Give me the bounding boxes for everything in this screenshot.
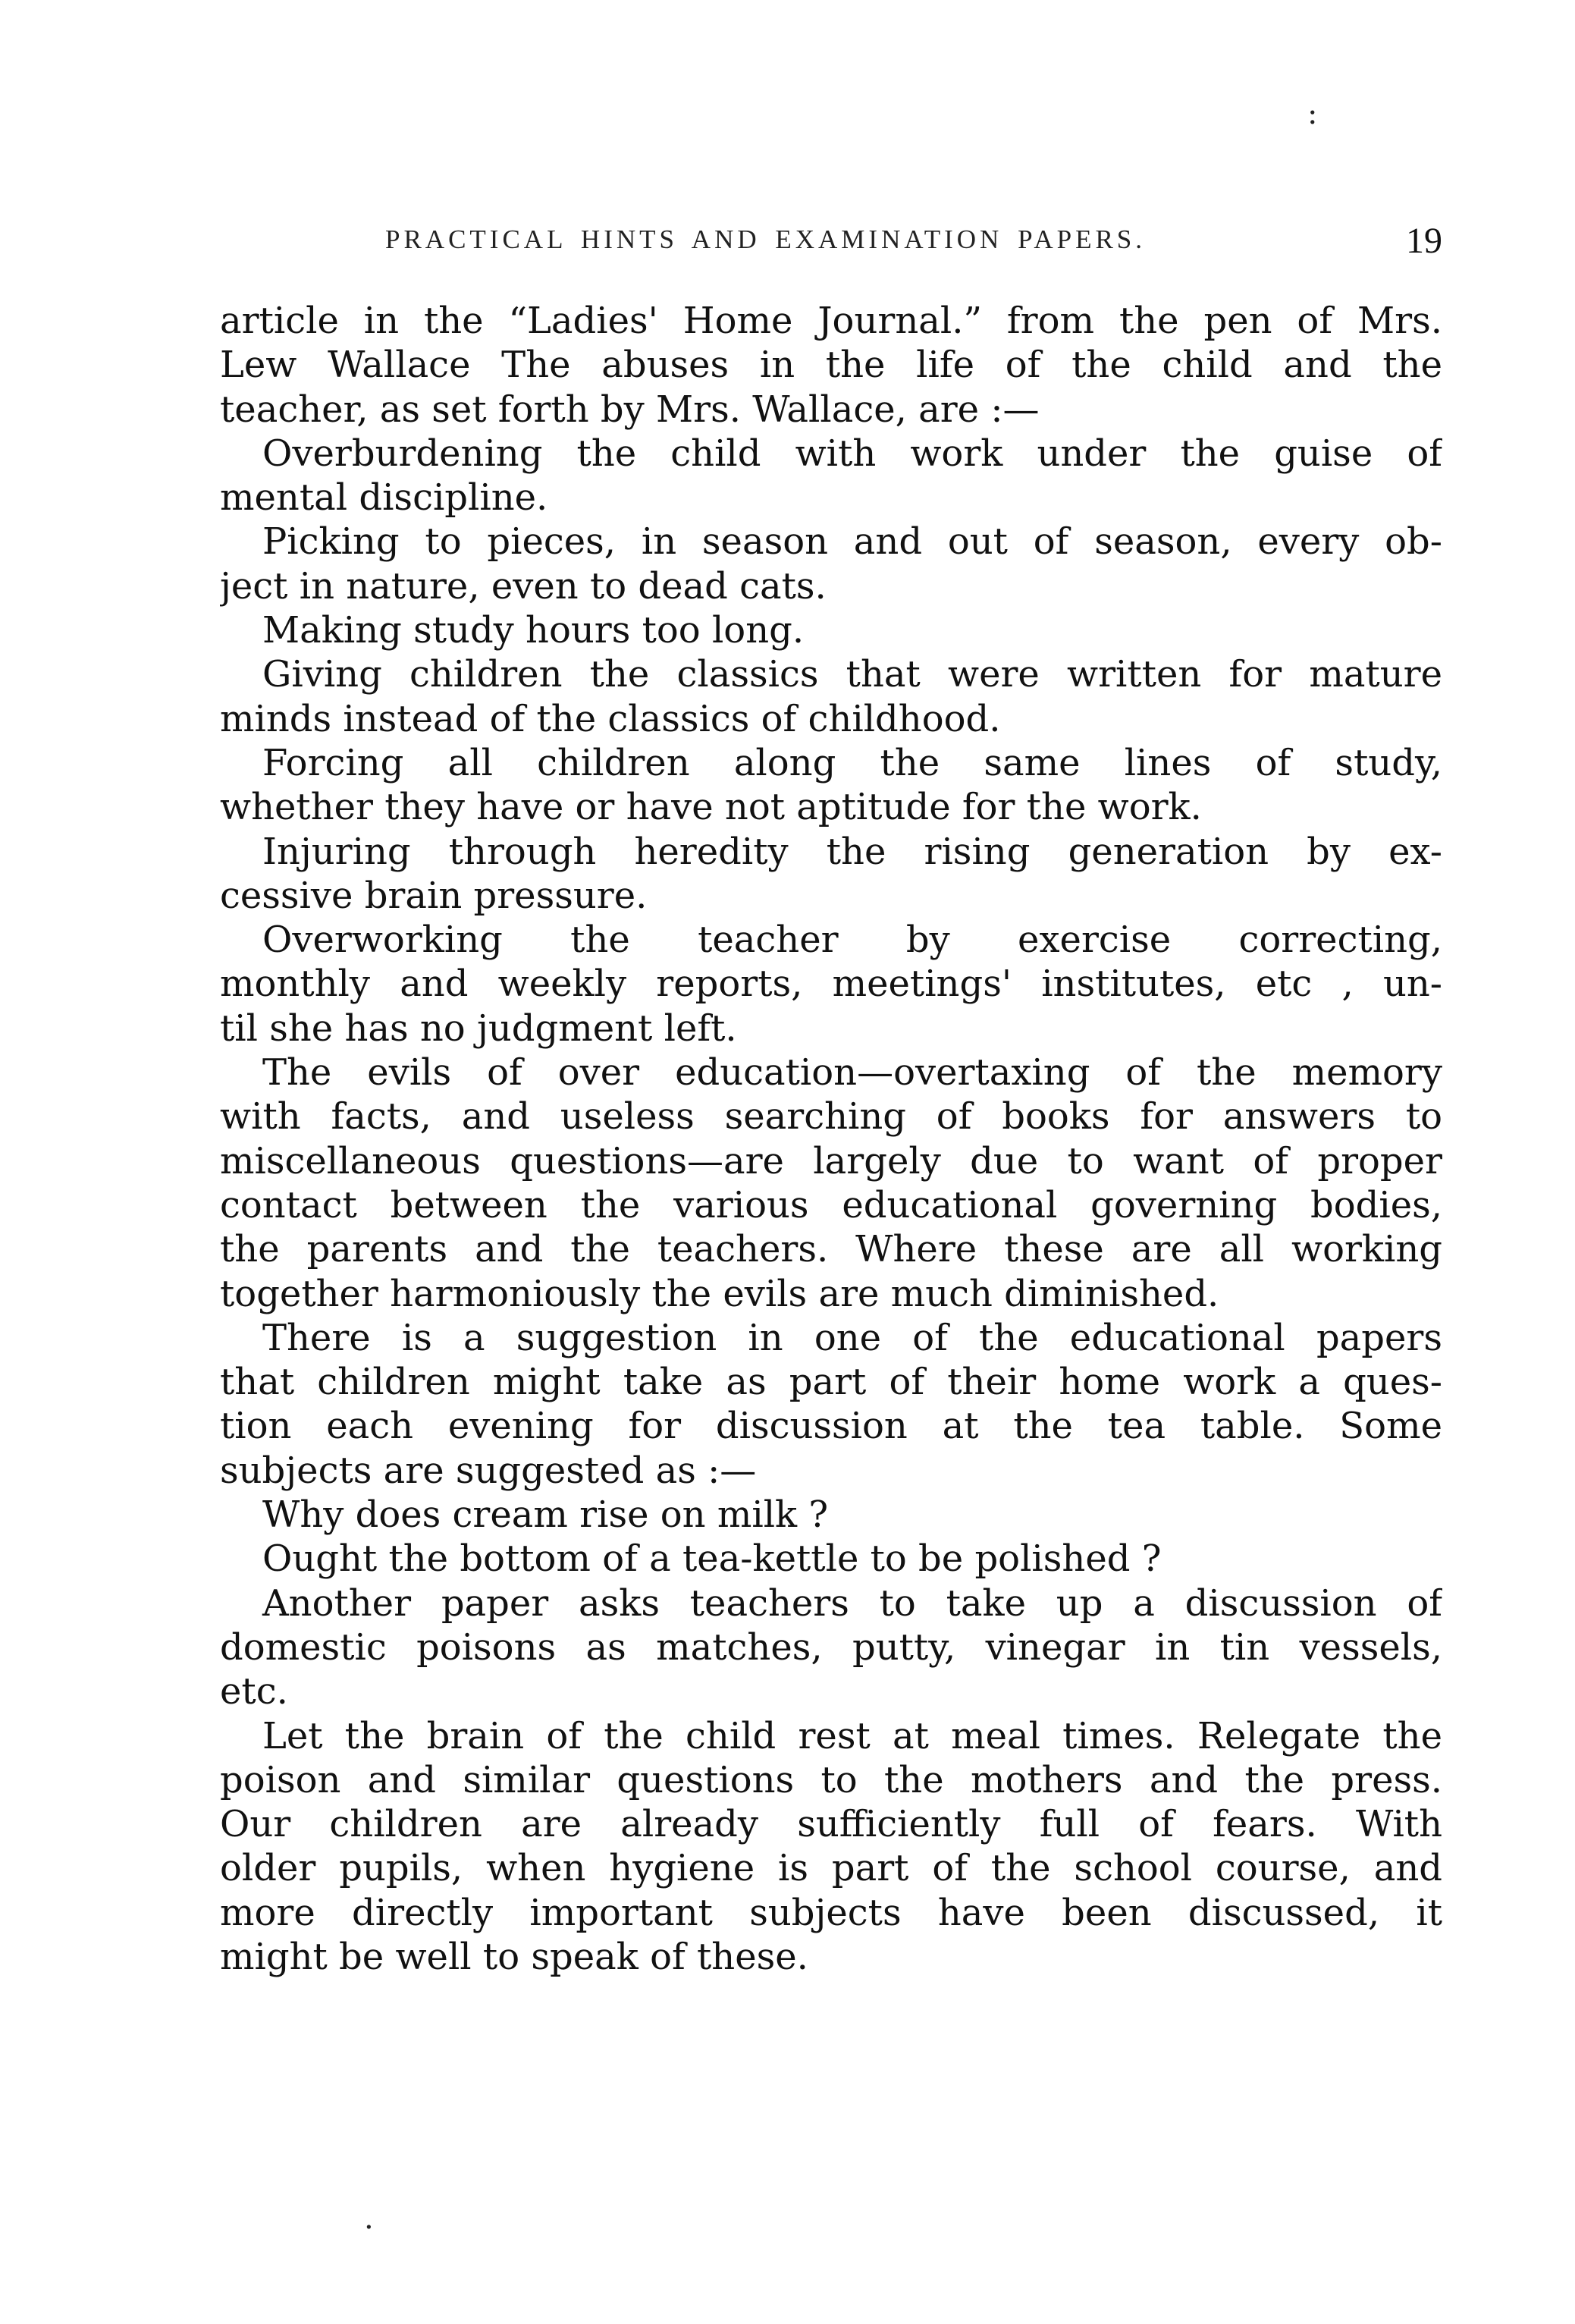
- running-title: PRACTICAL HINTS AND EXAMINATION PAPERS.: [385, 225, 1147, 254]
- text-line: poison and similar questions to the mothers and the press.: [220, 1758, 1442, 1801]
- text-line: Injuring through heredity the rising generation by ex-: [262, 830, 1442, 873]
- text-line: the parents and the teachers. Where these are all working: [220, 1228, 1442, 1271]
- text-line: whether they have or have not aptitude for the work.: [220, 786, 1202, 829]
- printing-mark-top: :: [1307, 96, 1318, 131]
- text-line: miscellaneous questions—are largely due to want of proper: [220, 1139, 1442, 1182]
- text-line: There is a suggestion in one of the educational papers: [262, 1316, 1442, 1359]
- text-line: minds instead of the classics of childhood.: [220, 697, 1001, 740]
- text-line: together harmoniously the evils are much diminished.: [220, 1272, 1219, 1315]
- text-line: Ought the bottom of a tea-kettle to be polished ?: [262, 1537, 1162, 1581]
- text-line: tion each evening for discussion at the tea table. Some: [220, 1405, 1442, 1448]
- printing-mark-bottom: .: [364, 2201, 374, 2236]
- text-line: mental discipline.: [220, 476, 548, 520]
- text-line: that children might take as part of their home work a ques-: [220, 1361, 1442, 1404]
- page-number: 19: [1406, 221, 1442, 261]
- text-line: more directly important subjects have been discussed, it: [220, 1891, 1442, 1934]
- text-line: with facts, and useless searching of books for answers to: [220, 1095, 1442, 1138]
- text-line: monthly and weekly reports, meetings' institutes, etc , un-: [220, 963, 1442, 1006]
- text-line: contact between the various educational governing bodies,: [220, 1183, 1442, 1226]
- text-line: Making study hours too long.: [262, 609, 805, 652]
- text-line: Picking to pieces, in season and out of season, every ob-: [262, 520, 1442, 564]
- text-line: Another paper asks teachers to take up a discussion of: [262, 1581, 1442, 1625]
- text-line: Let the brain of the child rest at meal times. Relegate the: [262, 1714, 1442, 1757]
- text-line: domestic poisons as matches, putty, vinegar in tin vessels,: [220, 1625, 1442, 1669]
- text-line: Overburdening the child with work under the guise of: [262, 432, 1442, 475]
- text-line: Lew Wallace The abuses in the life of the child and the: [220, 344, 1442, 387]
- text-line: older pupils, when hygiene is part of the school course, and: [220, 1847, 1442, 1890]
- text-line: Forcing all children along the same lines of study,: [262, 741, 1442, 784]
- text-line: subjects are suggested as :—: [220, 1449, 757, 1492]
- text-line: Our children are already sufficiently full of fears. With: [220, 1803, 1442, 1846]
- text-line: Overworking the teacher by exercise correcting,: [262, 919, 1442, 962]
- body-text: [220, 299, 1442, 1979]
- text-line: etc.: [220, 1670, 288, 1713]
- text-line: teacher, as set forth by Mrs. Wallace, are :—: [220, 388, 1040, 431]
- text-line: article in the “Ladies' Home Journal.” from the pen of Mrs.: [220, 300, 1442, 342]
- text-line: til she has no judgment left.: [220, 1007, 737, 1050]
- text-line: might be well to speak of these.: [220, 1935, 808, 1978]
- running-header: [220, 220, 1442, 265]
- text-line: Giving children the classics that were written for mature: [262, 653, 1442, 696]
- text-line: cessive brain pressure.: [220, 874, 648, 917]
- text-line: ject in nature, even to dead cats.: [220, 564, 827, 608]
- text-line: Why does cream rise on milk ?: [262, 1493, 829, 1537]
- text-line: The evils of over education—overtaxing of the memory: [262, 1051, 1442, 1094]
